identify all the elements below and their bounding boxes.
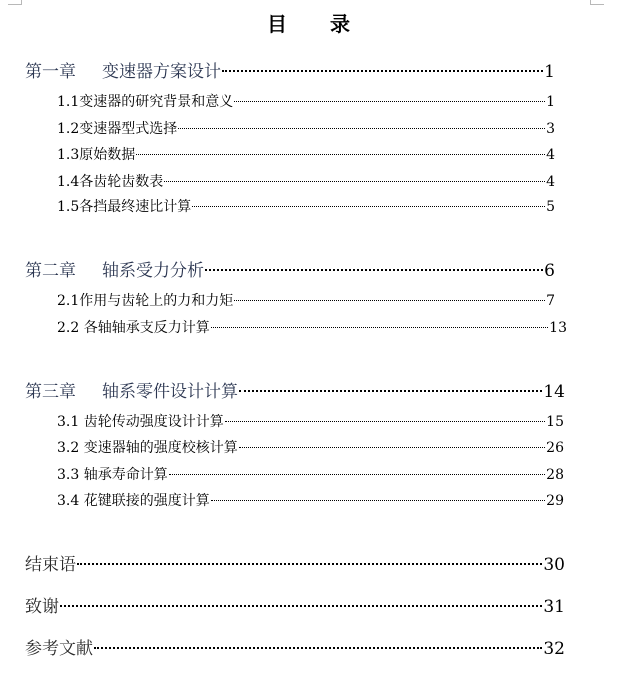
corner-mark-left-h (8, 4, 22, 5)
section-title: 各挡最终速比计算 (79, 199, 192, 215)
toc-section-1-1[interactable] (57, 91, 555, 111)
dot-leader (239, 447, 545, 448)
section-number: 2.1 (57, 293, 80, 309)
section-number: 3.4 (57, 493, 80, 509)
page-number: 4 (546, 147, 555, 163)
toc-section-2-1[interactable] (57, 290, 555, 310)
section-number: 3.1 (57, 414, 80, 430)
toc-section-3-4[interactable] (57, 490, 564, 510)
dot-leader (234, 101, 545, 102)
toc-section-1-4[interactable] (57, 171, 555, 191)
toc-section-3-3[interactable] (57, 464, 564, 484)
section-number: 1.3 (57, 147, 80, 163)
toc-section-1-2[interactable] (57, 118, 555, 138)
page-number: 13 (549, 320, 567, 336)
toc-section-3-1[interactable] (57, 411, 564, 431)
section-number: 1.1 (57, 94, 80, 110)
section-number: 2.2 (57, 320, 80, 336)
section-title: 原始数据 (79, 147, 136, 163)
page-number: 14 (543, 382, 565, 402)
page-number: 15 (546, 414, 564, 430)
toc-chapter-1[interactable] (25, 57, 555, 82)
page-number: 28 (546, 467, 564, 483)
section-number: 3.3 (57, 467, 80, 483)
chapter-title: 轴系零件设计计算 (102, 382, 238, 402)
section-title: 变速器的研究背景和意义 (79, 94, 234, 110)
page-number: 26 (546, 440, 564, 456)
dot-leader (211, 500, 545, 501)
toc-conclusion[interactable] (25, 550, 565, 575)
page-number: 1 (544, 62, 555, 82)
chapter-number: 第三章 (25, 382, 76, 402)
section-title: 齿轮传动强度设计计算 (83, 414, 224, 430)
page-number: 3 (546, 121, 555, 137)
section-title: 花键联接的强度计算 (83, 493, 210, 509)
section-number: 1.4 (57, 174, 80, 190)
page-number: 29 (546, 493, 564, 509)
page-number: 31 (543, 597, 565, 617)
toc-title: 目 录 (267, 12, 368, 36)
dot-leader (77, 563, 542, 565)
page-number: 6 (544, 261, 555, 281)
dot-leader (211, 327, 548, 328)
entry-title: 参考文献 (25, 639, 93, 659)
section-number: 1.2 (57, 121, 80, 137)
toc-acknowledgements[interactable] (25, 592, 565, 617)
chapter-title: 变速器方案设计 (102, 62, 221, 82)
dot-leader (234, 300, 545, 301)
entry-title: 结束语 (25, 555, 76, 575)
dot-leader (164, 181, 545, 182)
toc-references[interactable] (25, 634, 565, 659)
chapter-number: 第二章 (25, 261, 76, 281)
dot-leader (239, 390, 542, 392)
dot-leader (169, 474, 545, 475)
section-number: 3.2 (57, 440, 80, 456)
page-number: 1 (546, 94, 555, 110)
toc-section-3-2[interactable] (57, 437, 564, 457)
page-number: 4 (546, 174, 555, 190)
entry-title: 致谢 (25, 597, 59, 617)
section-title: 轴承寿命计算 (83, 467, 168, 483)
dot-leader (192, 206, 545, 207)
toc-chapter-2[interactable] (25, 256, 555, 281)
section-title: 各齿轮齿数表 (79, 174, 164, 190)
section-title: 变速器轴的强度校核计算 (83, 440, 238, 456)
dot-leader (94, 647, 542, 649)
page-number: 30 (543, 555, 565, 575)
page-number: 7 (546, 293, 555, 309)
dot-leader (222, 70, 543, 72)
dot-leader (205, 269, 543, 271)
toc-chapter-3[interactable] (25, 377, 565, 402)
toc-section-1-3[interactable] (57, 144, 555, 164)
section-number: 1.5 (57, 199, 80, 215)
page-number: 32 (543, 639, 565, 659)
dot-leader (60, 605, 542, 607)
chapter-title: 轴系受力分析 (102, 261, 204, 281)
chapter-number: 第一章 (25, 62, 76, 82)
section-title: 各轴轴承支反力计算 (83, 320, 210, 336)
toc-section-2-2[interactable] (57, 317, 567, 337)
toc-section-1-5[interactable] (57, 196, 555, 216)
dot-leader (136, 154, 545, 155)
dot-leader (178, 128, 545, 129)
dot-leader (225, 421, 545, 422)
corner-mark-right-h (590, 4, 604, 5)
section-title: 变速器型式选择 (79, 121, 178, 137)
page-number: 5 (546, 199, 555, 215)
section-title: 作用与齿轮上的力和力矩 (79, 293, 234, 309)
